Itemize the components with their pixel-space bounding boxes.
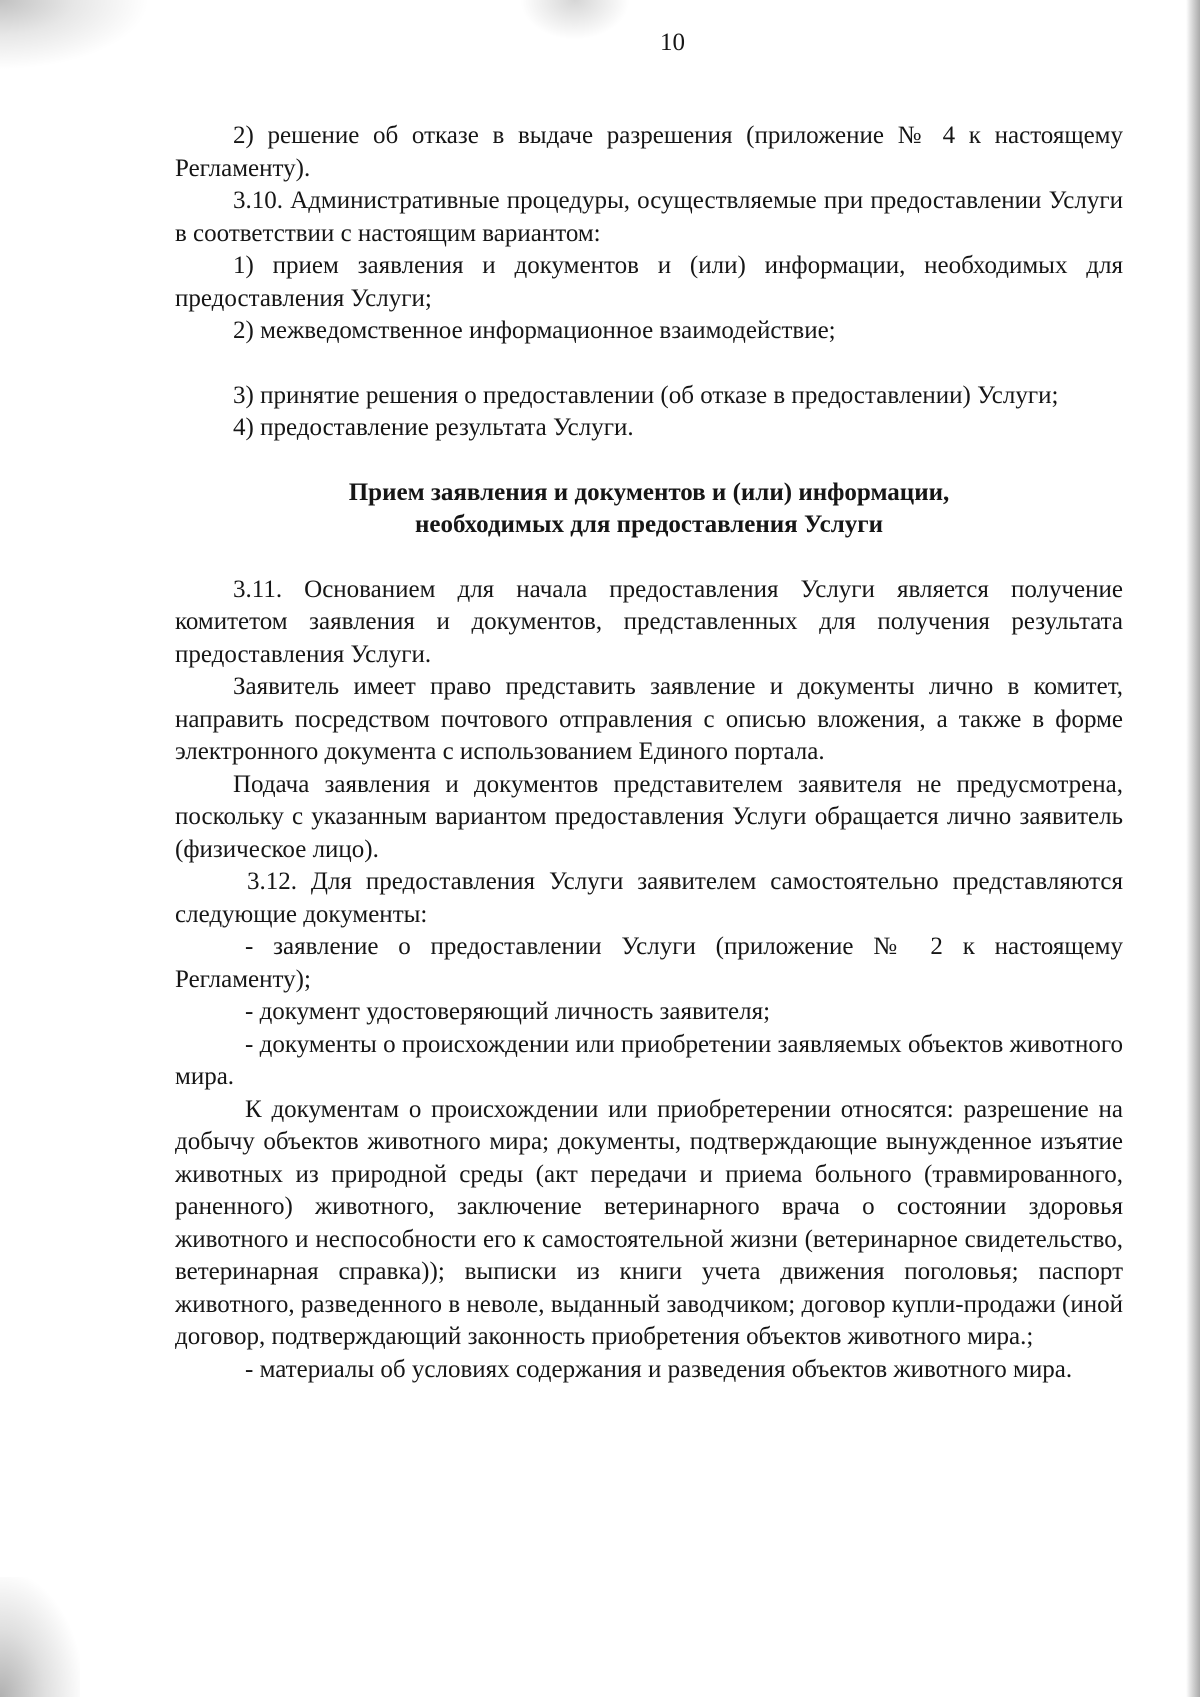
page-number: 10 (660, 29, 685, 56)
document-body (175, 120, 1123, 1386)
paragraph-origin-documents: К документам о происхождении или приобретерении относятся: разрешение на добычу объектов животного мира; документы, подтверждающие вынужденное изъятие животных из природной среды (акт передачи и приема больного (травмированного, раненного) животного, заключение ветеринарного врача о состоянии здоровья животного и неспособности его к самостоятельной жизни (ветеринарное свидетельство, ветеринарная справка)); выписки из книги учета движения поголовья; паспорт животного, разведенного в неволе, выданный заводчиком; договор купли-продажи (иной договор, подтверждающий законность приобретения объектов животного мира.; (175, 1095, 1123, 1350)
list-item-document-application: - заявление о предоставлении Услуги (приложение № 2 к настоящему Регламенту); (175, 933, 1123, 993)
section-heading-line-2: необходимых для предоставления Услуги (415, 511, 883, 538)
list-item-document-origin: - документы о происхождении или приобретении заявляемых объектов животного мира. (175, 1030, 1123, 1090)
scan-artifact-top-left (0, 0, 150, 70)
list-item-procedure-3: 3) принятие решения о предоставлении (об отказе в предоставлении) Услуги; (233, 381, 1059, 409)
paragraph-applicant-rights: Заявитель имеет право представить заявление и документы лично в комитет, направить посредством почтового отправления с описью вложения, а также в форме электронного документа с использованием Единого портала. (175, 673, 1123, 765)
paragraph-3-12: 3.12. Для предоставления Услуги заявителем самостоятельно представляются следующие документы: (175, 868, 1123, 928)
paragraph-3-11: 3.11. Основанием для начала предоставления Услуги является получение комитетом заявления и документов, представленных для получения результата предоставления Услуги. (175, 575, 1123, 668)
paragraph-representative: Подача заявления и документов представителем заявителя не предусмотрена, поскольку с указанным вариантом предоставления Услуги обращается лично заявитель (физическое лицо). (175, 770, 1123, 863)
paragraph-3-10: 3.10. Административные процедуры, осуществляемые при предоставлении Услуги в соответствии с настоящим вариантом: (175, 187, 1123, 247)
section-heading-line-1: Прием заявления и документов и (или) информации, (348, 478, 950, 506)
list-item-procedure-1: 1) прием заявления и документов и (или) информации, необходимых для предоставления Услуги; (175, 252, 1123, 312)
list-item-procedure-4: 4) предоставление результата Услуги. (233, 414, 634, 441)
scan-artifact-right-edge (1186, 0, 1200, 1697)
list-item-procedure-2: 2) межведомственное информационное взаимодействие; (233, 317, 836, 344)
list-item-document-identity: - документ удостоверяющий личность заявителя; (245, 998, 771, 1025)
section-heading (175, 477, 1123, 542)
scan-artifact-bottom-left (0, 1577, 80, 1697)
paragraph-refusal-decision: 2) решение об отказе в выдаче разрешения (приложение № 4 к настоящему Регламенту). (175, 122, 1123, 182)
list-item-document-keeping-materials: - материалы об условиях содержания и разведения объектов животного мира. (245, 1355, 1073, 1383)
scan-artifact-top (520, 0, 630, 40)
